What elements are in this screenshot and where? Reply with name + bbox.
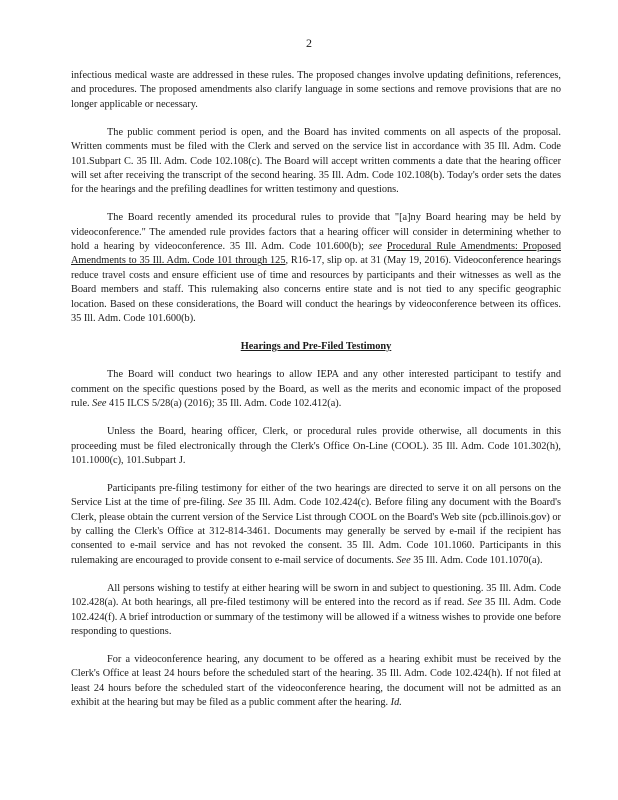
paragraph-two-hearings bbox=[71, 368, 561, 411]
paragraph-text: Participants pre-filing testimony for either of the two hearings are directed to serve it on all persons on the Service List at the time of pre-filing. bbox=[71, 482, 561, 509]
section-heading: Hearings and Pre-Filed Testimony bbox=[240, 341, 392, 352]
paragraph-text: For a videoconference hearing, any document to be offered as a hearing exhibit must be received by the Clerk's Office at least 24 hours before the scheduled start of the hearing. 35 Ill. Adm. Code 102.424(h). If not filed at least 24 hours before the scheduled start of the videoconference hearing, the document will not be admitted as an exhibit at the hearing but may be filed as a public comment after the hearing. bbox=[71, 653, 561, 709]
paragraph-text: 415 ILCS 5/28(a) (2016); 35 Ill. Adm. Code 102.412(a). bbox=[109, 398, 342, 410]
document-body bbox=[71, 69, 561, 724]
paragraph-text: 35 Ill. Adm. Code 101.1070(a). bbox=[413, 554, 543, 566]
paragraph-exhibits bbox=[71, 653, 561, 711]
paragraph-testimony bbox=[71, 582, 561, 640]
paragraph-text: 35 Ill. Adm. Code 102.424(c). Before filing any document with the Board's Clerk, please obtain the current version of the Service List through COOL on the Board's Web site (pcb.illinois.gov) or by calling the Clerk's Office at 312-814-3461. Documents may generally be served by e-mail if the recipient has consented to e-mail service and has not revoked the consent. 35 Ill. Adm. Code 101.1060. Participants in this rulemaking are encouraged to provide consent to e-mail service of documents. bbox=[71, 497, 562, 566]
paragraph-videoconference bbox=[71, 211, 561, 326]
paragraph-pre-filing bbox=[71, 482, 561, 568]
paragraph-electronic-filing bbox=[71, 425, 561, 468]
signal-see: see bbox=[368, 241, 383, 253]
signal-id: Id. bbox=[390, 697, 402, 709]
signal-see: See bbox=[396, 554, 411, 566]
paragraph-public-comment bbox=[71, 126, 561, 198]
page-number: 2 bbox=[306, 36, 312, 50]
signal-see: See bbox=[92, 398, 107, 410]
paragraph-text: Unless the Board, hearing officer, Clerk, or procedural rules provide otherwise, all documents in this proceeding must be filed electronically through the Clerk's Office On-Line (COOL). 35 Ill. Adm. Code 101.302(h), 101.1000(c), 101.Subpart J. bbox=[71, 426, 561, 466]
paragraph-text: 35 Ill. Adm. Code 102.424(f). A brief introduction or summary of the testimony will be allowed if a witness wishes to provide one before responding to questions. bbox=[71, 597, 561, 637]
signal-see: See bbox=[467, 597, 482, 609]
paragraph-text: The Board recently amended its procedural rules to provide that "[a]ny Board hearing may be held by videoconference." The amended rule provides factors that a hearing officer will consider in determining whether to hold a hearing by videoconference. 35 Ill. Adm. Code 101.600(b); bbox=[71, 212, 561, 253]
case-title: Procedural Rule Amendments: Proposed Amendments to 35 Ill. Adm. Code 101 through 125 bbox=[71, 241, 562, 267]
paragraph-waste-rules bbox=[71, 69, 561, 112]
signal-see: See bbox=[227, 497, 243, 509]
paragraph-text: The Board will conduct two hearings to allow IEPA and any other interested participant to testify and comment on the specific questions posed by the Board, as well as the merits and economic impact of the proposed rule. bbox=[71, 369, 561, 410]
paragraph-text: , R16-17, slip op. at 31 (May 19, 2016). Videoconference hearings reduce travel costs and ensure efficient use of time and resources by participants and their witnesses as well as the Board members and staff. This rulemaking also concerns entire state and is not tied to any specific geographic location. Based on these considerations, the Board will conduct the hearings by videoconference between its offices. 35 Ill. Adm. Code 101.600(b). bbox=[71, 255, 561, 325]
paragraph-text: The public comment period is open, and the Board has invited comments on all aspects of the proposal. Written comments must be filed with the Clerk and served on the service list in accordance with 35 Ill. Adm. Code 101.Subpart C. 35 Ill. Adm. Code 102.108(c). The Board will accept written comments a date that the hearing officer will set after receiving the transcript of the second hearing. 35 Ill. Adm. Code 102.108(b). Today's order sets the dates for the hearings and the prefiling deadlines for written testimony and questions. bbox=[71, 126, 561, 196]
paragraph-text: infectious medical waste are addressed in these rules. The proposed changes involve updating definitions, references, and procedures. The proposed amendments also clarify language in some sections and remove provisions that are no longer applicable or necessary. bbox=[71, 70, 561, 110]
paragraph-text: All persons wishing to testify at either hearing will be sworn in and subject to questioning. 35 Ill. Adm. Code 102.428(a). At both hearings, all pre-filed testimony will be entered into the record as if read. bbox=[71, 582, 561, 609]
